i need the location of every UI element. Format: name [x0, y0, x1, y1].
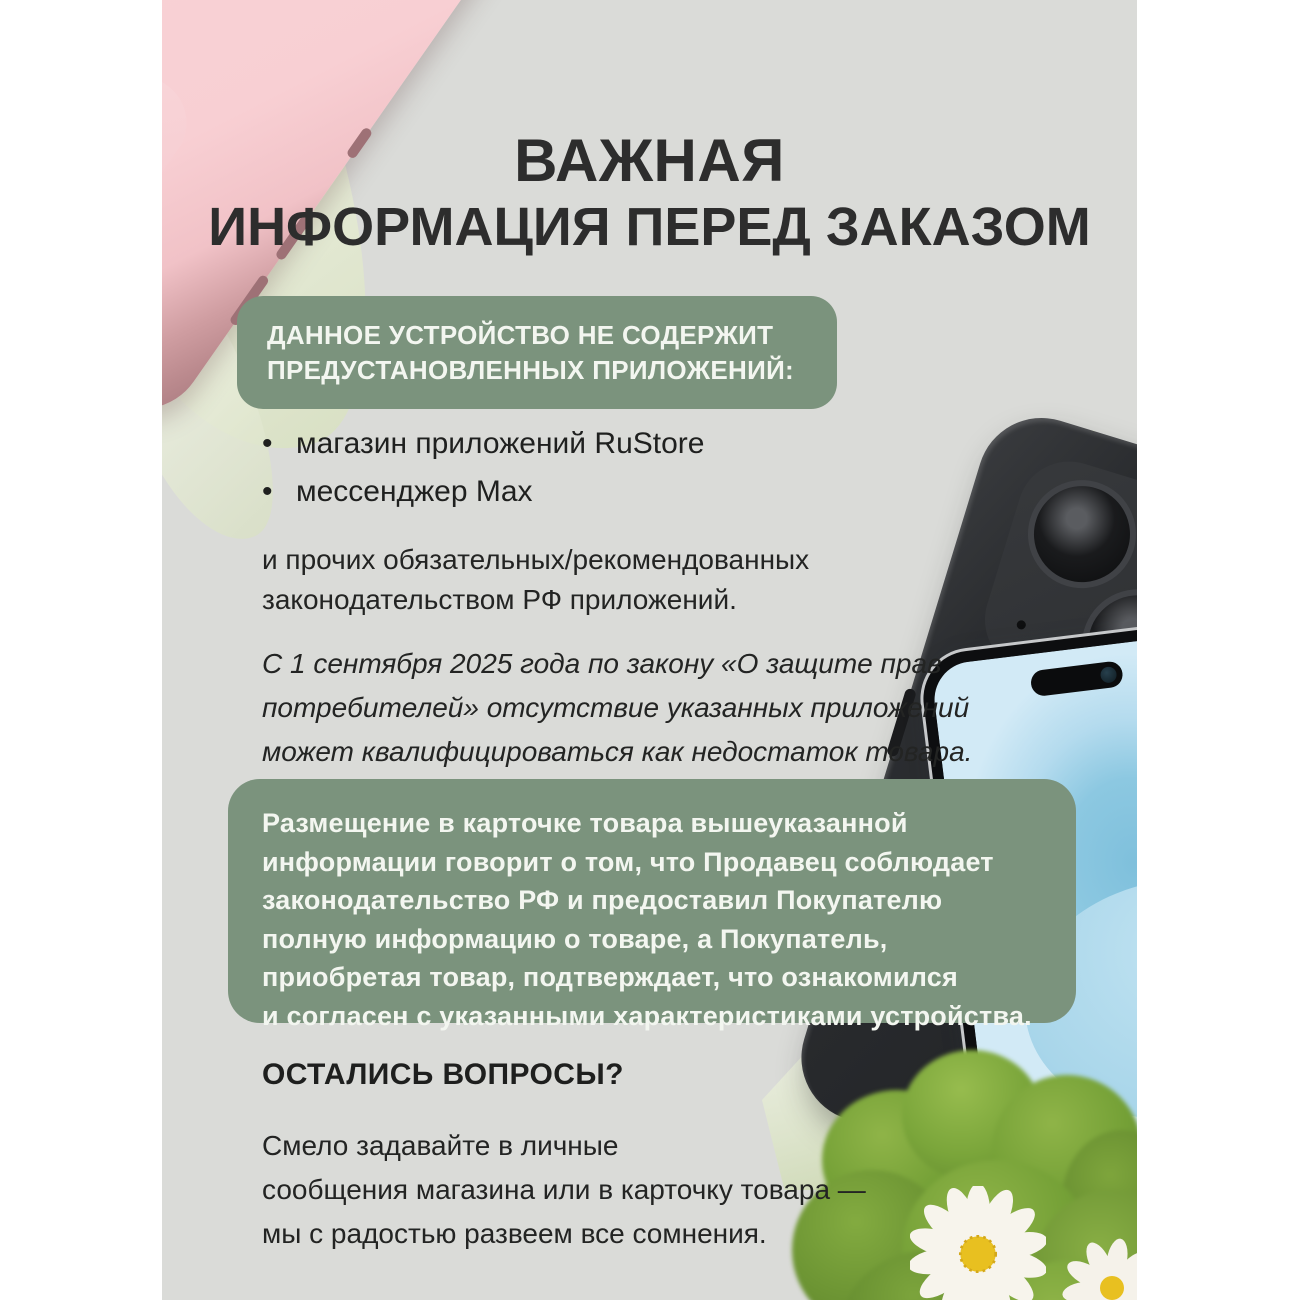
- list-item-label: магазин приложений RuStore: [296, 427, 705, 460]
- law-note-line1: С 1 сентября 2025 года по закону «О защите прав: [262, 648, 942, 679]
- law-note-line2: потребителей» отсутствие указанных приложений: [262, 692, 970, 723]
- list-item: [262, 468, 704, 516]
- apps-list: [262, 420, 704, 516]
- agreement-line: и согласен с указанными характеристиками устройства.: [262, 1000, 1032, 1031]
- questions-heading: ОСТАЛИСЬ ВОПРОСЫ?: [262, 1058, 624, 1091]
- apps-note-line1: и прочих обязательных/рекомендованных: [262, 544, 810, 575]
- law-note: [262, 642, 972, 774]
- notice-box: [237, 296, 837, 409]
- page-title-line1: ВАЖНАЯ: [514, 127, 785, 194]
- daisy-flower: [910, 1186, 1046, 1300]
- bullet-icon: •: [262, 427, 273, 460]
- daisy-flower: [1062, 1238, 1137, 1300]
- list-item: [262, 420, 704, 468]
- content-area: [162, 0, 1137, 1300]
- camera-mic: [1016, 619, 1027, 630]
- dynamic-island: [1030, 660, 1124, 697]
- list-item-label: мессенджер Max: [296, 475, 533, 508]
- notice-box-line2: ПРЕДУСТАНОВЛЕННЫХ ПРИЛОЖЕНИЙ:: [267, 355, 795, 385]
- page-title: [162, 126, 1137, 258]
- agreement-box: [228, 779, 1076, 1031]
- questions-answer: [262, 1124, 866, 1256]
- agreement-line: полную информацию о товаре, а Покупатель,: [262, 923, 888, 954]
- notice-box-line1: ДАННОЕ УСТРОЙСТВО НЕ СОДЕРЖИТ: [267, 320, 774, 350]
- agreement-line: законодательство РФ и предоставил Покупателю: [262, 885, 943, 915]
- bullet-icon: •: [262, 475, 273, 508]
- agreement-line: Размещение в карточке товара вышеуказанной: [262, 808, 908, 838]
- page-title-line2: ИНФОРМАЦИЯ ПЕРЕД ЗАКАЗОМ: [208, 197, 1091, 257]
- questions-answer-line1: Смело задавайте в личные: [262, 1130, 619, 1161]
- questions-answer-line2: сообщения магазина или в карточку товара —: [262, 1174, 866, 1205]
- agreement-line: информации говорит о том, что Продавец соблюдает: [262, 846, 994, 877]
- questions-answer-line3: мы с радостью развеем все сомнения.: [262, 1218, 767, 1249]
- front-camera: [1100, 666, 1118, 684]
- camera-lens: [1015, 467, 1137, 602]
- agreement-line: приобретая товар, подтверждает, что ознакомился: [262, 962, 958, 992]
- apps-note: [262, 540, 809, 620]
- apps-note-line2: законодательством РФ приложений.: [262, 584, 737, 615]
- law-note-line3: может квалифицироваться как недостаток товара.: [262, 736, 973, 767]
